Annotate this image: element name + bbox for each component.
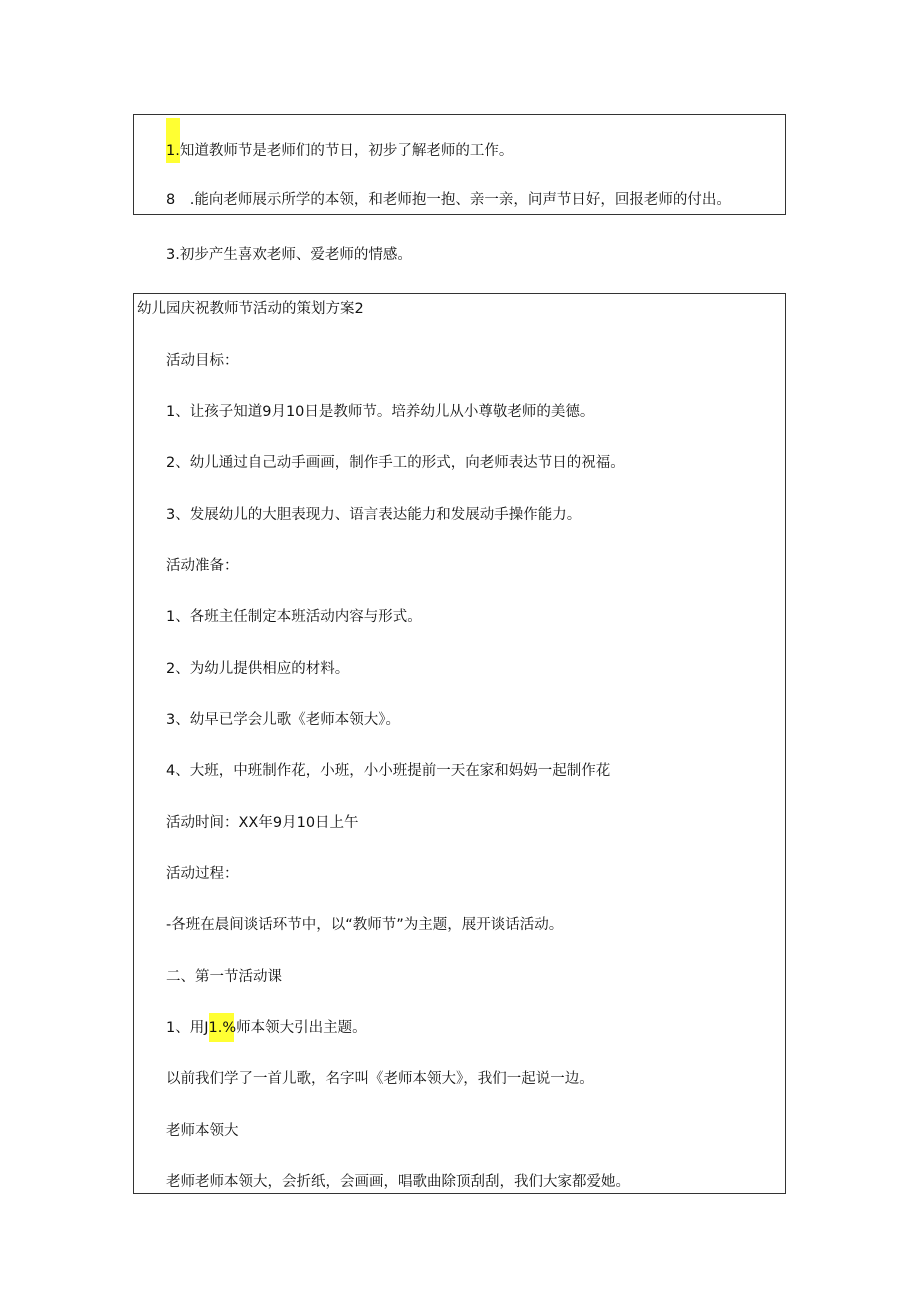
prep-heading: 活动准备： [166, 558, 239, 574]
standalone-line: 3.初步产生喜欢老师、爱老师的情感。 [166, 247, 412, 263]
song-title: 老师本领大 [166, 1123, 239, 1139]
prep-3: 3、幼早已学会儿歌《老师本领大》。 [166, 712, 400, 728]
section2-frame [133, 293, 786, 1194]
section1-line-2: 8 .能向老师展示所学的本领，和老师抱一抱、亲一亲，问声节日好，回报老师的付出。 [166, 192, 731, 208]
goal-2: 2、幼儿通过自己动手画画，制作手工的形式，向老师表达节日的祝福。 [166, 455, 625, 471]
goal-1: 1、让孩子知道9月10日是教师节。培养幼儿从小尊敬老师的美德。 [166, 404, 595, 420]
process-line-2: 二、第一节活动课 [166, 969, 282, 985]
prep-1: 1、各班主任制定本班活动内容与形式。 [166, 609, 422, 625]
step-1-highlight: 1. [208, 1020, 223, 1036]
step-1-detail: 以前我们学了一首儿歌，名字叫《老师本领大》，我们一起说一边。 [166, 1071, 594, 1087]
step-1-prefix: 1、用J [166, 1020, 209, 1036]
song-line: 老师老师本领大，会折纸，会画画，唱歌曲除顶刮刮，我们大家都爱她。 [166, 1174, 630, 1190]
section1-line-1: 1.知道教师节是老师们的节日，初步了解老师的工作。 [166, 143, 514, 159]
process-heading: 活动过程： [166, 866, 239, 882]
step-1 [166, 1018, 367, 1038]
prep-2: 2、为幼儿提供相应的材料。 [166, 661, 350, 677]
goal-3: 3、发展幼儿的大胆表现力、语言表达能力和发展动手操作能力。 [166, 507, 582, 523]
process-line-1: -各班在晨间谈话环节中，以“教师节”为主题，展开谈话活动。 [166, 917, 564, 933]
prep-4: 4、大班，中班制作花，小班，小小班提前一天在家和妈妈一起制作花 [166, 763, 611, 779]
activity-time: 活动时间：XX年9月10日上午 [166, 815, 359, 831]
section2-title: 幼儿园庆祝教师节活动的策划方案2 [137, 301, 364, 317]
step-1-suffix: %师本领大引出主题。 [222, 1020, 367, 1036]
goal-heading: 活动目标： [166, 353, 239, 369]
